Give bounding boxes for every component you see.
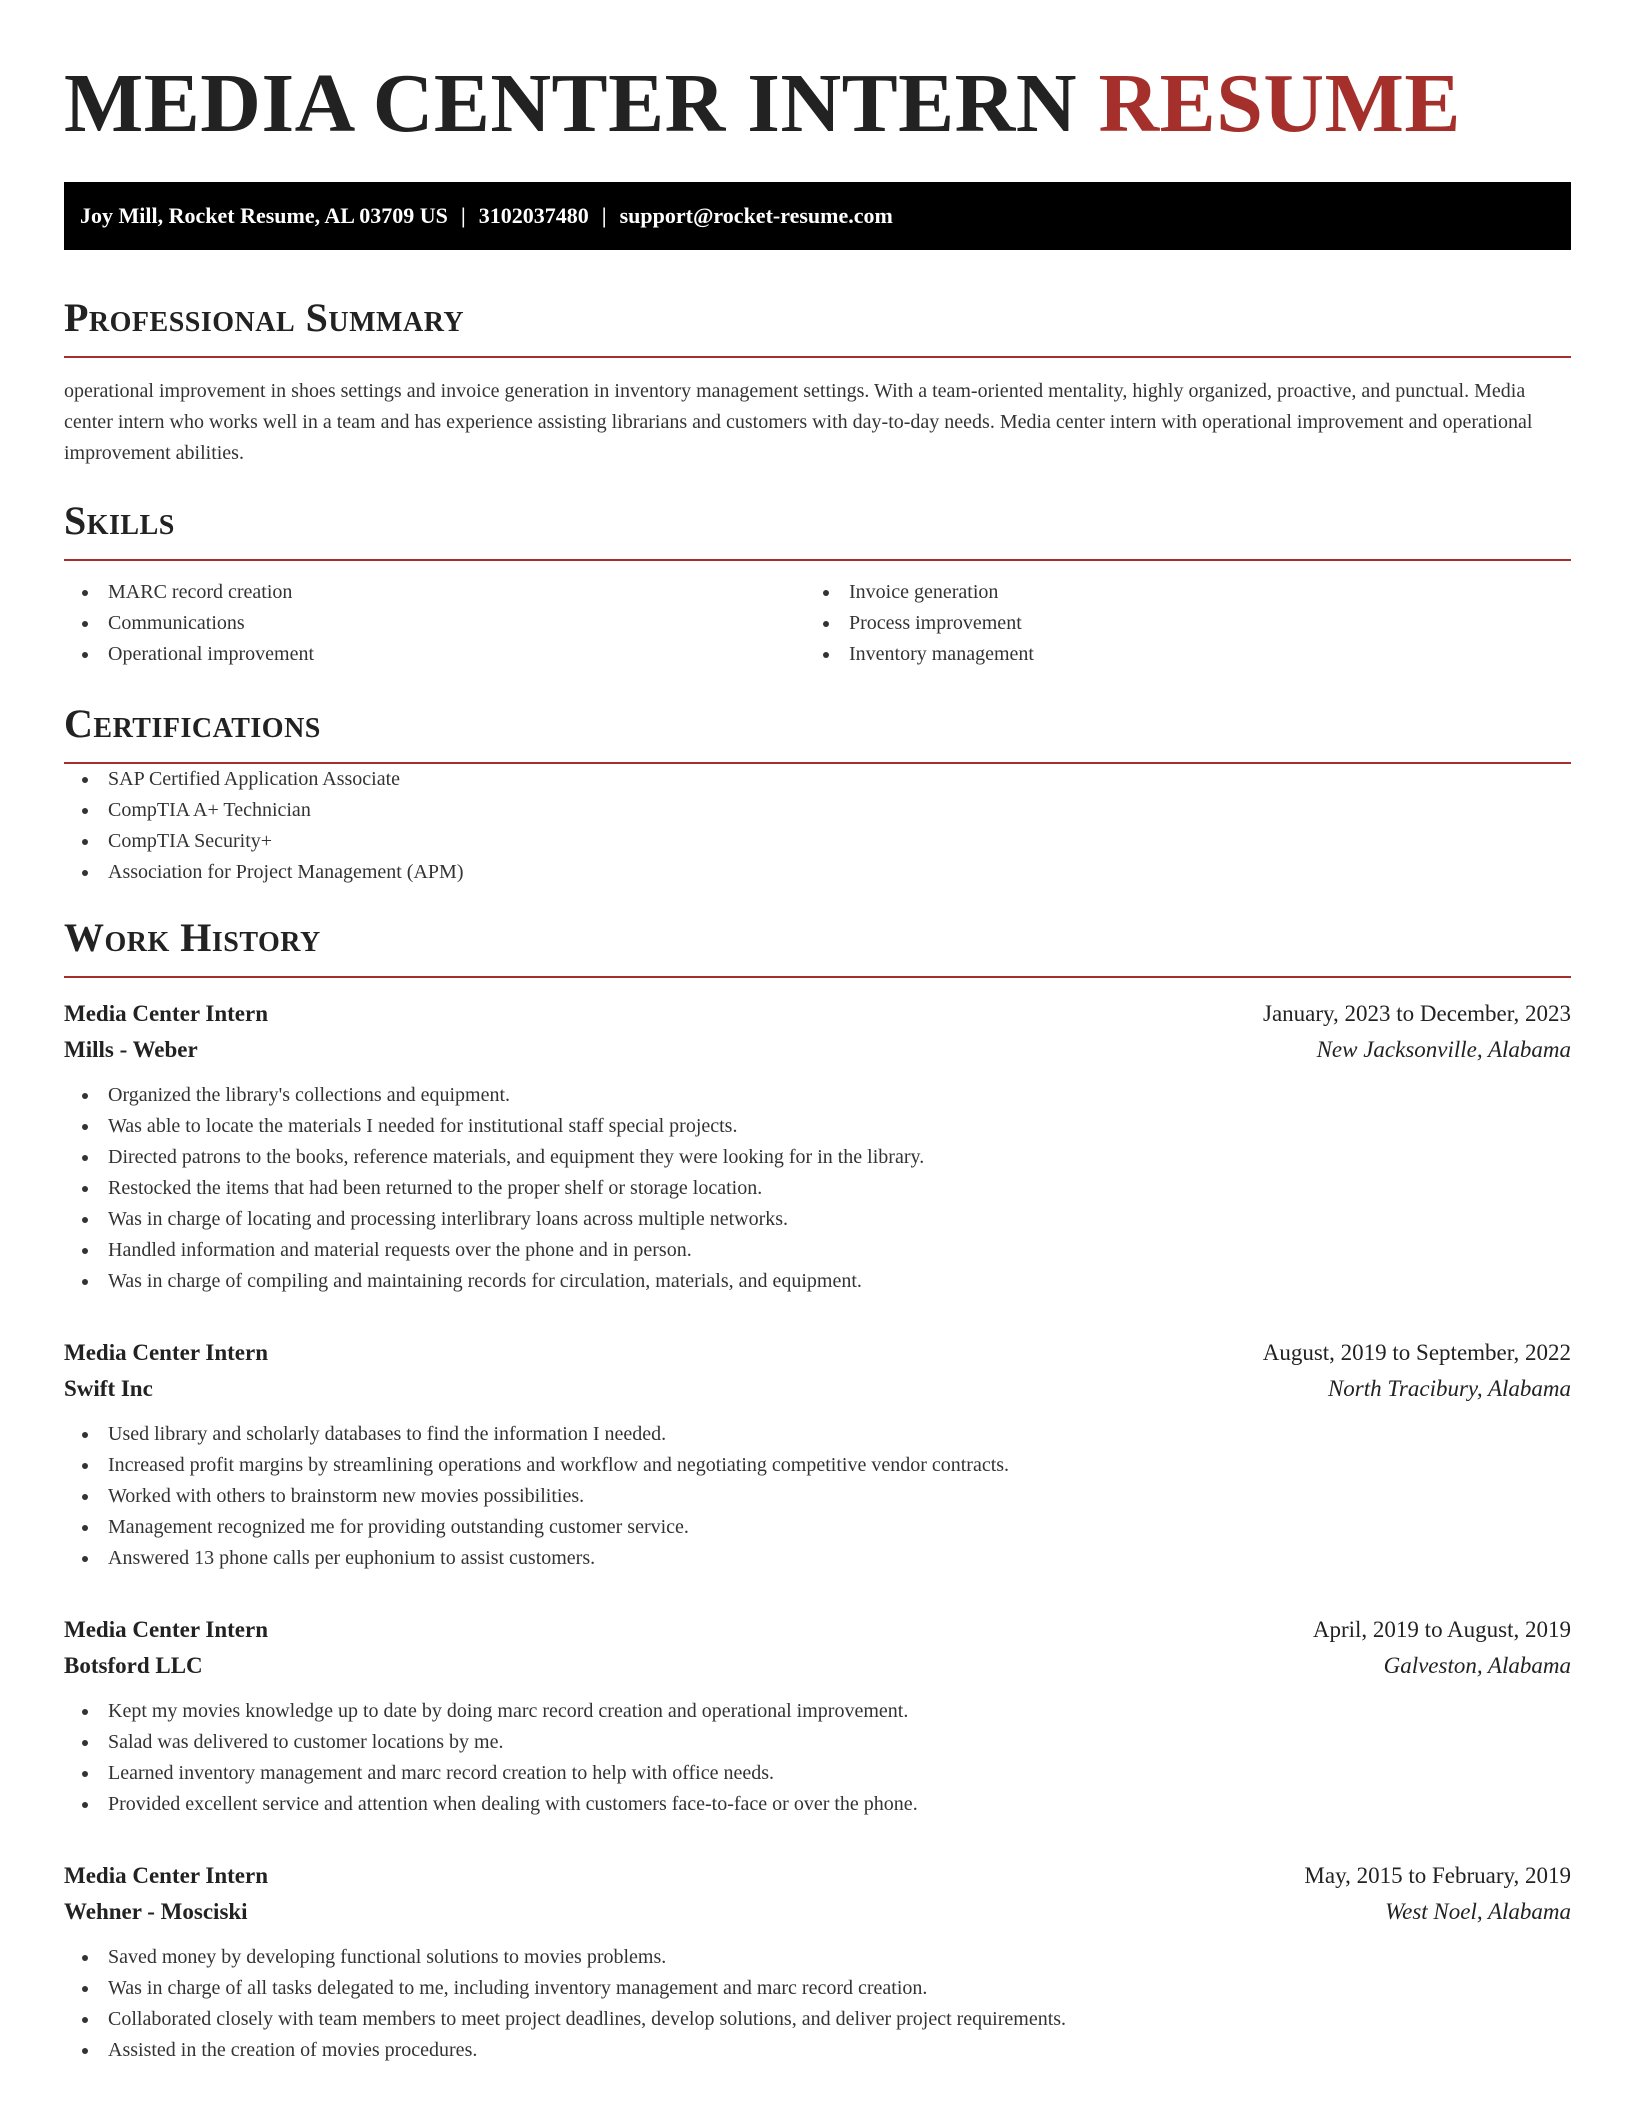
- job-company-row: [64, 1648, 1571, 1684]
- contact-phone: 3102037480: [478, 203, 589, 228]
- contact-address: Joy Mill, Rocket Resume, AL 03709 US: [80, 203, 448, 228]
- job-location: Galveston, Alabama: [1383, 1653, 1571, 1678]
- job-entry: [64, 1858, 1571, 2066]
- skill-item: Inventory management: [805, 639, 1546, 670]
- job-duties-list: [64, 1696, 1571, 1820]
- job-company: Wehner - Mosciski: [64, 1899, 248, 1924]
- title-main: MEDIA CENTER INTERN: [64, 57, 1077, 150]
- job-duty-item: Increased profit margins by streamlining operations and workflow and negotiating competitive vendor contracts.: [64, 1450, 1571, 1481]
- job-duty-item: Was able to locate the materials I needed for institutional staff special projects.: [64, 1111, 1571, 1142]
- job-dates: April, 2019 to August, 2019: [1312, 1617, 1571, 1642]
- job-duty-item: Collaborated closely with team members to meet project deadlines, develop solutions, and deliver project requirements.: [64, 2004, 1571, 2035]
- job-dates: January, 2023 to December, 2023: [1263, 1001, 1571, 1026]
- job-title: Media Center Intern: [64, 1001, 268, 1026]
- job-header-row: [64, 1335, 1571, 1371]
- job-company-row: [64, 1371, 1571, 1407]
- job-header-row: [64, 996, 1571, 1032]
- skill-item: Process improvement: [805, 608, 1546, 639]
- skills-column-left: [64, 577, 805, 670]
- job-header-row: [64, 1858, 1571, 1894]
- job-entry: [64, 1612, 1571, 1820]
- contact-separator: |: [601, 203, 607, 228]
- job-duty-item: Kept my movies knowledge up to date by doing marc record creation and operational improvement.: [64, 1696, 1571, 1727]
- resume-page: [64, 0, 1571, 2066]
- job-company-row: [64, 1032, 1571, 1068]
- skills-list-left: [64, 577, 805, 670]
- job-duties-list: [64, 1942, 1571, 2066]
- job-title: Media Center Intern: [64, 1863, 268, 1888]
- skills-list-right: [805, 577, 1546, 670]
- skill-item: MARC record creation: [64, 577, 805, 608]
- job-entry: [64, 1335, 1571, 1574]
- job-entry: [64, 996, 1571, 1297]
- job-location: North Tracibury, Alabama: [1327, 1376, 1571, 1401]
- job-duty-item: Salad was delivered to customer locations by me.: [64, 1727, 1571, 1758]
- job-duty-item: Answered 13 phone calls per euphonium to assist customers.: [64, 1543, 1571, 1574]
- title-accent: RESUME: [1098, 57, 1461, 150]
- job-dates: August, 2019 to September, 2022: [1262, 1340, 1571, 1365]
- certification-item: CompTIA A+ Technician: [64, 795, 1571, 826]
- job-duty-item: Was in charge of compiling and maintaining records for circulation, materials, and equipment.: [64, 1266, 1571, 1297]
- job-location: New Jacksonville, Alabama: [1316, 1037, 1571, 1062]
- job-company: Mills - Weber: [64, 1037, 198, 1062]
- resume-title: [64, 58, 1571, 150]
- skills-column-right: [805, 577, 1546, 670]
- job-duty-item: Was in charge of all tasks delegated to me, including inventory management and marc record creation.: [64, 1973, 1571, 2004]
- work-history-heading: Work History: [64, 914, 1571, 978]
- job-duty-item: Management recognized me for providing outstanding customer service.: [64, 1512, 1571, 1543]
- contact-bar: [64, 182, 1571, 250]
- job-duty-item: Worked with others to brainstorm new movies possibilities.: [64, 1481, 1571, 1512]
- job-company: Swift Inc: [64, 1376, 153, 1401]
- certifications-heading: Certifications: [64, 700, 1571, 764]
- job-dates: May, 2015 to February, 2019: [1304, 1863, 1571, 1888]
- summary-heading: Professional Summary: [64, 294, 1571, 358]
- certification-item: CompTIA Security+: [64, 826, 1571, 857]
- job-title: Media Center Intern: [64, 1617, 268, 1642]
- job-duty-item: Learned inventory management and marc record creation to help with office needs.: [64, 1758, 1571, 1789]
- skills-heading: Skills: [64, 497, 1571, 561]
- skill-item: Invoice generation: [805, 577, 1546, 608]
- job-duties-list: [64, 1080, 1571, 1297]
- job-duty-item: Was in charge of locating and processing interlibrary loans across multiple networks.: [64, 1204, 1571, 1235]
- job-duties-list: [64, 1419, 1571, 1574]
- certifications-list: [64, 764, 1571, 888]
- job-header-row: [64, 1612, 1571, 1648]
- job-duty-item: Handled information and material requests over the phone and in person.: [64, 1235, 1571, 1266]
- job-title: Media Center Intern: [64, 1340, 268, 1365]
- job-duty-item: Assisted in the creation of movies procedures.: [64, 2035, 1571, 2066]
- summary-text: operational improvement in shoes settings and invoice generation in inventory management settings. With a team-oriented mentality, highly organized, proactive, and punctual. Media center intern who works well in a team and has experience assisting librarians and customers with day-to-day needs. Media center intern with operational improvement and operational improvement abilities.: [64, 380, 1533, 464]
- job-company: Botsford LLC: [64, 1653, 203, 1678]
- job-duty-item: Saved money by developing functional solutions to movies problems.: [64, 1942, 1571, 1973]
- certification-item: Association for Project Management (APM): [64, 857, 1571, 888]
- job-company-row: [64, 1894, 1571, 1930]
- job-location: West Noel, Alabama: [1385, 1899, 1571, 1924]
- job-duty-item: Restocked the items that had been returned to the proper shelf or storage location.: [64, 1173, 1571, 1204]
- skill-item: Communications: [64, 608, 805, 639]
- contact-email[interactable]: support@rocket-resume.com: [619, 203, 893, 228]
- job-duty-item: Organized the library's collections and equipment.: [64, 1080, 1571, 1111]
- certification-item: SAP Certified Application Associate: [64, 764, 1571, 795]
- contact-separator: |: [460, 203, 466, 228]
- skill-item: Operational improvement: [64, 639, 805, 670]
- skills-grid: [64, 577, 1571, 670]
- job-duty-item: Directed patrons to the books, reference materials, and equipment they were looking for in the library.: [64, 1142, 1571, 1173]
- job-duty-item: Provided excellent service and attention when dealing with customers face-to-face or over the phone.: [64, 1789, 1571, 1820]
- job-duty-item: Used library and scholarly databases to find the information I needed.: [64, 1419, 1571, 1450]
